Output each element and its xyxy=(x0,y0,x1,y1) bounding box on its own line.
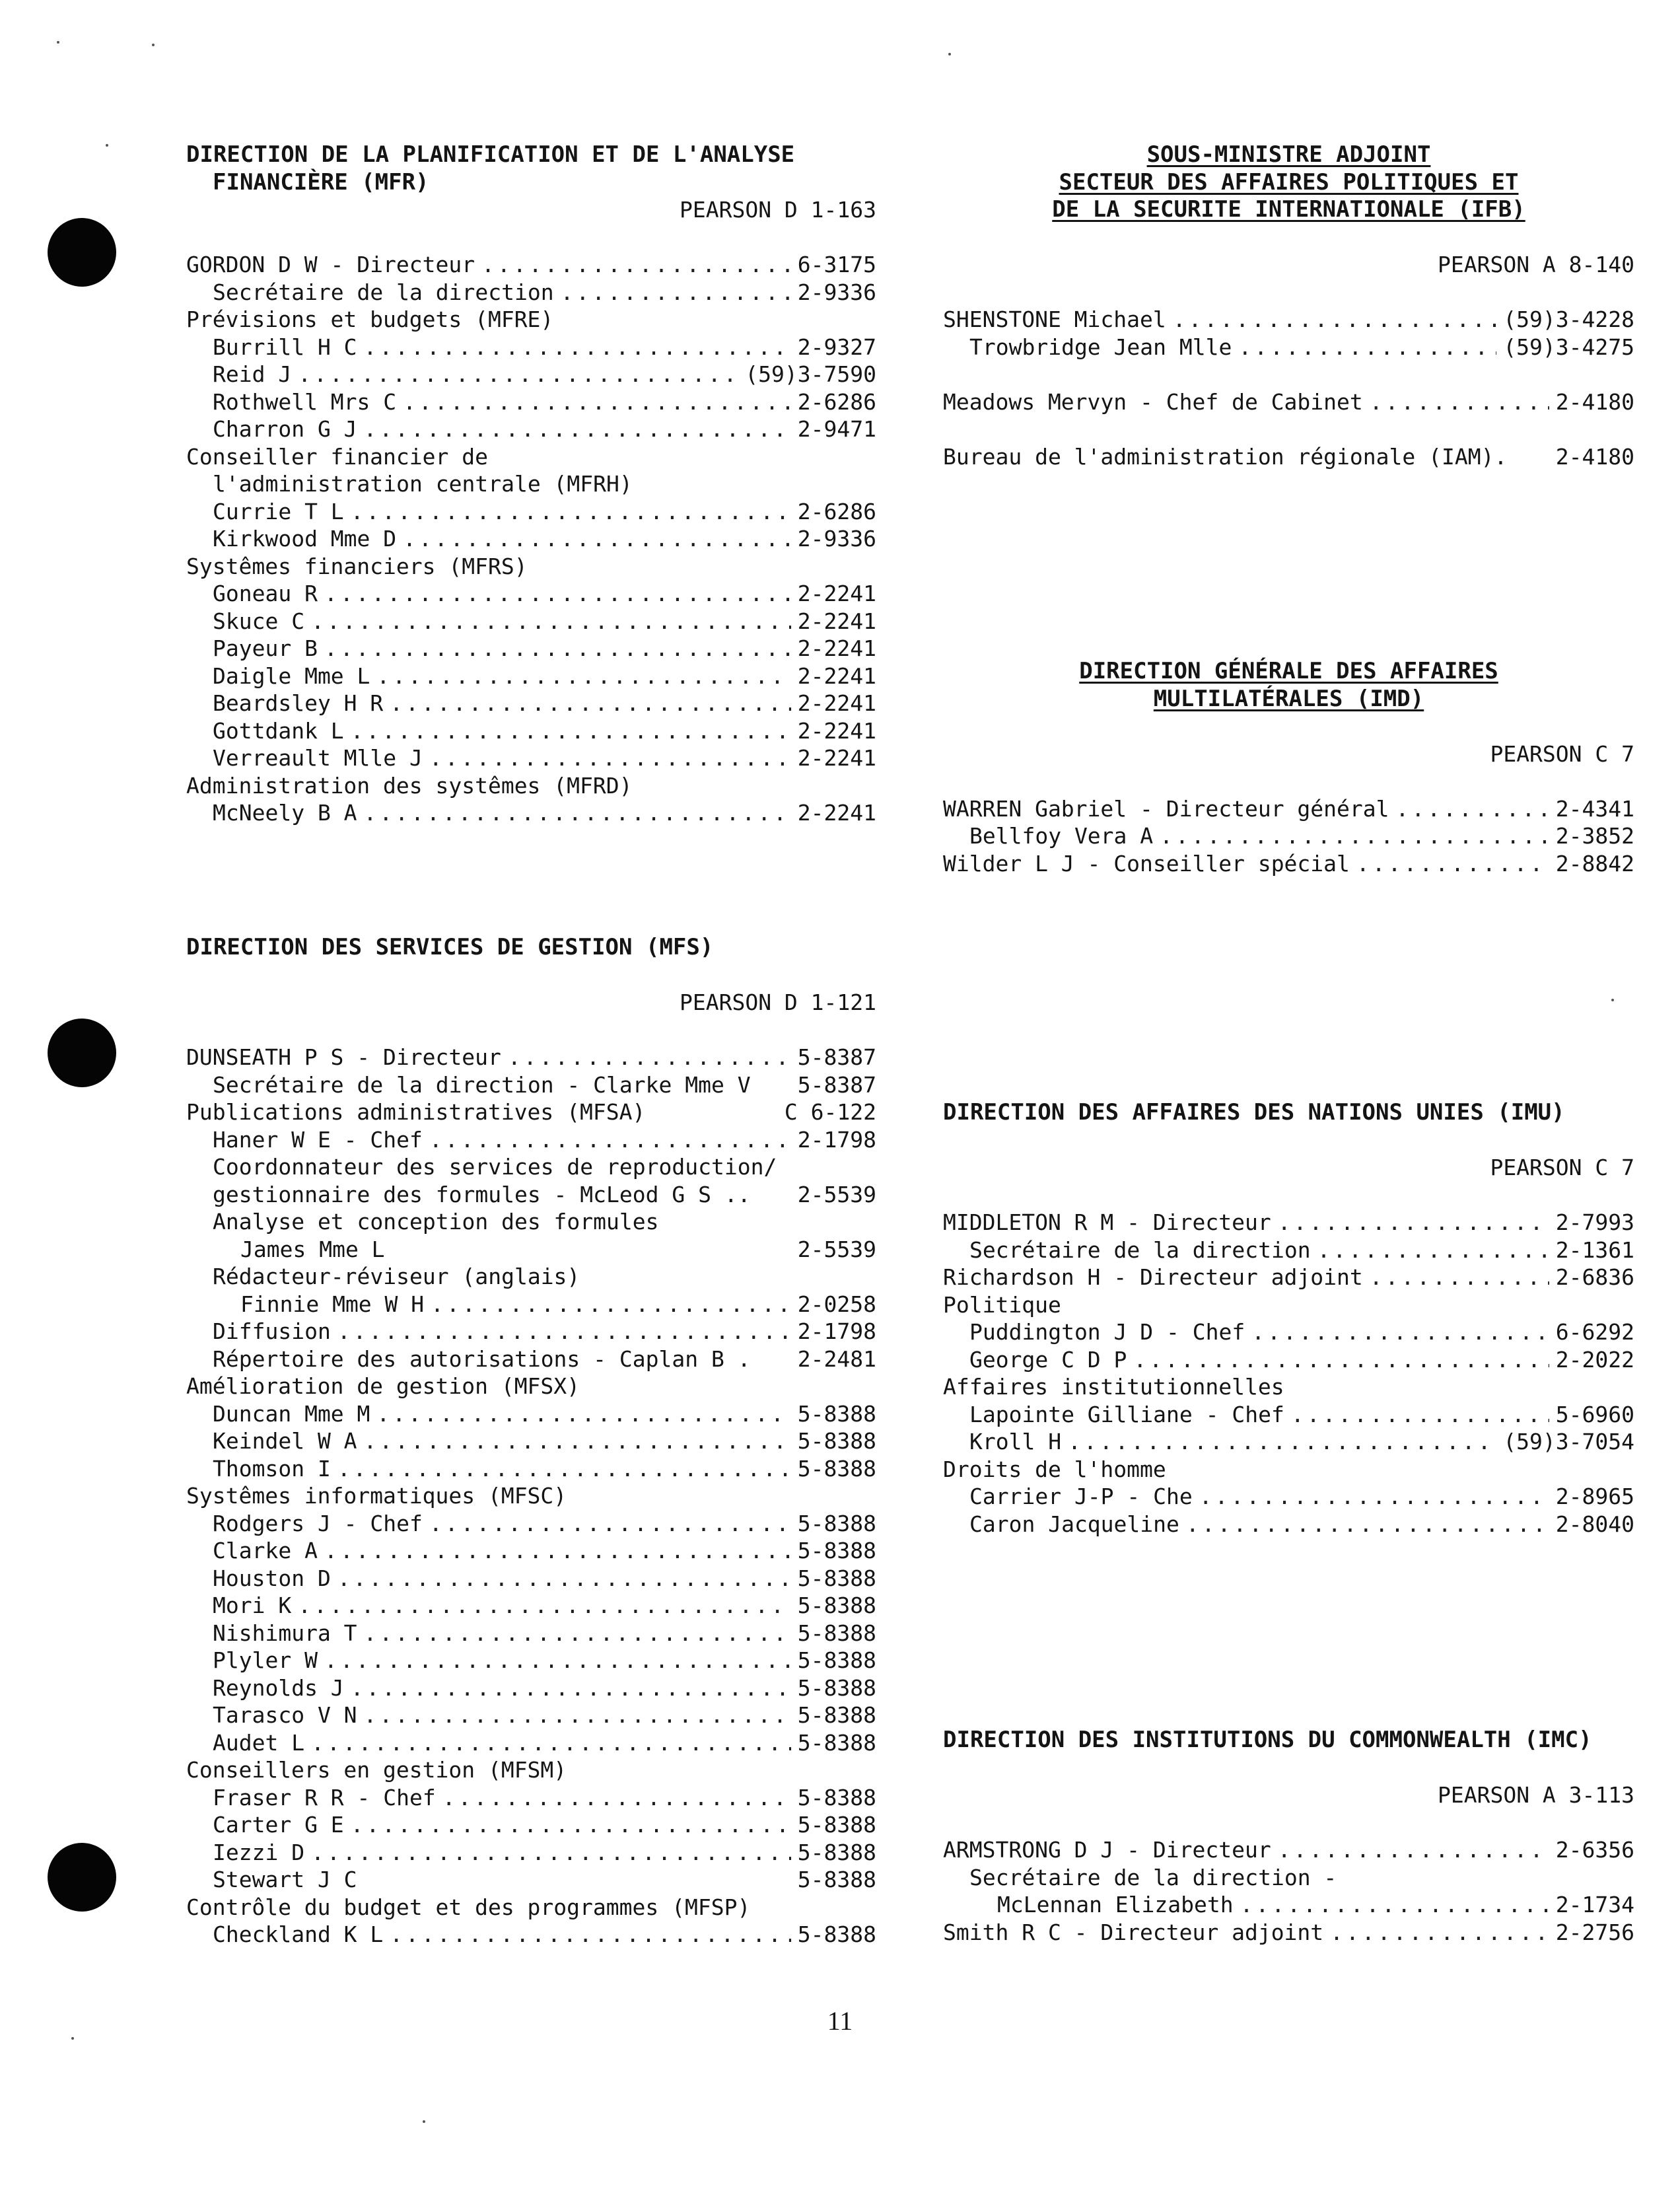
directory-entry xyxy=(186,1921,876,1949)
phone-extension: 2-6356 xyxy=(1555,1837,1634,1863)
dot-leader xyxy=(1370,388,1549,416)
entry-name: Charron G J xyxy=(213,416,357,442)
section-title xyxy=(943,169,1634,197)
phone-extension: 2-2481 xyxy=(797,1345,876,1372)
entry-name: Wilder L J - Conseiller spécial xyxy=(943,850,1350,877)
phone-extension: 2-2241 xyxy=(797,608,876,634)
phone-extension: 2-2241 xyxy=(797,745,876,771)
dot-leader xyxy=(442,1784,791,1812)
scan-speck xyxy=(71,2037,74,2040)
dot-leader xyxy=(376,663,790,690)
phone-extension: 2-2241 xyxy=(797,635,876,661)
entry-name: Rothwell Mrs C xyxy=(213,388,397,415)
phone-extension: 5-8388 xyxy=(797,1784,876,1810)
phone-extension: 2-1798 xyxy=(797,1318,876,1344)
phone-extension: 2-1734 xyxy=(1555,1892,1634,1917)
dot-leader xyxy=(403,525,791,553)
directory-entry xyxy=(186,1537,876,1565)
entry-name: Reynolds J xyxy=(213,1674,344,1701)
phone-extension: 2-5539 xyxy=(797,1236,876,1262)
scan-speck xyxy=(948,53,951,55)
directory-entry xyxy=(186,1510,876,1538)
phone-extension: 2-3852 xyxy=(1555,823,1634,849)
subsection-heading: Prévisions et budgets (MFRE) xyxy=(186,306,554,332)
section-title-line: DE LA SECURITE INTERNATIONALE (IFB) xyxy=(1052,196,1525,223)
phone-extension: 2-9336 xyxy=(797,279,876,305)
dot-leader xyxy=(351,498,791,526)
directory-entry xyxy=(186,1565,876,1593)
dot-leader xyxy=(364,1620,791,1647)
dot-leader xyxy=(337,1455,791,1483)
entry-name: Currie T L xyxy=(213,498,344,524)
dot-leader xyxy=(324,580,791,608)
dot-leader xyxy=(1238,334,1496,361)
dot-leader xyxy=(1173,306,1497,334)
phone-extension: 2-5539 xyxy=(797,1181,876,1207)
entry-name: Secrétaire de la direction - Clarke Mme V xyxy=(213,1071,751,1098)
directory-entry xyxy=(186,361,876,388)
directory-entry xyxy=(186,690,876,717)
entry-name: Richardson H - Directeur adjoint xyxy=(943,1264,1363,1290)
entry-name: Thomson I xyxy=(213,1455,331,1482)
dot-leader xyxy=(429,744,791,772)
phone-extension: 5-8388 xyxy=(797,1867,876,1892)
entry-name: Audet L xyxy=(213,1729,305,1756)
office-location: PEARSON A 8-140 xyxy=(1437,252,1634,277)
phone-extension: 5-8388 xyxy=(797,1812,876,1838)
dot-leader xyxy=(1199,1483,1549,1511)
directory-entry xyxy=(186,334,876,361)
dot-leader xyxy=(311,1839,791,1867)
directory-entry xyxy=(186,1427,876,1455)
dot-leader xyxy=(298,1592,791,1620)
dot-leader xyxy=(1356,850,1549,878)
entry-name: Daigle Mme L xyxy=(213,663,370,689)
directory-entry xyxy=(943,1401,1634,1429)
section-title: DIRECTION DES AFFAIRES DES NATIONS UNIES (IMU) xyxy=(943,1099,1565,1126)
dot-leader xyxy=(364,334,791,361)
directory-entry xyxy=(186,1729,876,1757)
dot-leader xyxy=(364,1427,791,1455)
section-imu xyxy=(943,1099,1634,1538)
dot-leader xyxy=(337,1318,791,1345)
punch-hole xyxy=(48,1843,116,1912)
spacer-row xyxy=(943,415,1634,443)
directory-entry xyxy=(943,388,1634,416)
directory-entry xyxy=(186,388,876,416)
directory-entry xyxy=(186,1620,876,1647)
phone-extension: 2-8040 xyxy=(1555,1511,1634,1537)
entry-name: ARMSTRONG D J - Directeur xyxy=(943,1837,1271,1863)
dot-leader xyxy=(324,1537,791,1565)
directory-entry xyxy=(186,1400,876,1428)
phone-extension: 5-8388 xyxy=(797,1702,876,1728)
directory-list xyxy=(943,1836,1634,1946)
subsection-heading: Systêmes informatiques (MFSC) xyxy=(186,1483,567,1509)
directory-entry xyxy=(943,850,1634,878)
subsection-heading: Contrôle du budget et des programmes (MFSP) xyxy=(186,1894,751,1920)
section-ifb xyxy=(943,141,1634,470)
subsection-heading: Rédacteur-réviseur (anglais) xyxy=(213,1264,580,1289)
subsection-heading: Secrétaire de la direction - xyxy=(969,1864,1337,1890)
subsection-heading: Amélioration de gestion (MFSX) xyxy=(186,1373,580,1399)
entry-name: Plyler W xyxy=(213,1647,318,1673)
section-title-line: MULTILATÉRALES (IMD) xyxy=(1153,685,1424,712)
entry-name: Kirkwood Mme D xyxy=(213,526,397,552)
directory-entry xyxy=(186,1701,876,1729)
dot-leader xyxy=(1317,1236,1549,1264)
dot-leader xyxy=(1291,1401,1549,1429)
entry-name: Trowbridge Jean Mlle xyxy=(969,334,1232,360)
phone-extension: 5-8388 xyxy=(797,1538,876,1563)
directory-entry xyxy=(186,251,876,279)
directory-entry xyxy=(943,1836,1634,1864)
section-mfr xyxy=(186,141,876,827)
phone-extension: 2-7993 xyxy=(1555,1209,1634,1235)
directory-entry xyxy=(943,1236,1634,1264)
entry-name: Keindel W A xyxy=(213,1428,357,1454)
entry-name: Secrétaire de la direction xyxy=(969,1236,1311,1263)
office-location: PEARSON A 3-113 xyxy=(1437,1782,1634,1808)
subsection-heading: Droits de l'homme xyxy=(943,1456,1166,1482)
directory-entry xyxy=(186,608,876,635)
office-location: PEARSON D 1-121 xyxy=(679,989,876,1015)
directory-entry xyxy=(943,822,1634,850)
dot-leader xyxy=(364,1701,791,1729)
section-title: DIRECTION DES INSTITUTIONS DU COMMONWEALTH (IMC) xyxy=(943,1727,1592,1753)
directory-entry xyxy=(186,1291,876,1318)
phone-extension: 6-6292 xyxy=(1555,1319,1634,1345)
dot-leader xyxy=(1133,1346,1549,1374)
directory-entry xyxy=(186,635,876,663)
phone-extension: 5-8388 xyxy=(797,1921,876,1947)
phone-extension: 5-8387 xyxy=(797,1071,876,1098)
entry-name: DUNSEATH P S - Directeur xyxy=(186,1044,501,1070)
directory-list xyxy=(943,795,1634,878)
office-location: PEARSON C 7 xyxy=(1490,1155,1634,1180)
subsection-heading: Administration des systêmes (MFRD) xyxy=(186,772,633,799)
phone-extension: 2-4180 xyxy=(1555,443,1634,470)
phone-extension: 2-1798 xyxy=(797,1126,876,1153)
entry-name: Burrill H C xyxy=(213,334,357,360)
phone-extension: 2-6286 xyxy=(797,388,876,415)
directory-list xyxy=(186,1044,876,1949)
dot-leader xyxy=(1278,1209,1549,1236)
directory-entry xyxy=(186,498,876,526)
entry-name: Goneau R xyxy=(213,581,318,606)
phone-extension: 2-9471 xyxy=(797,416,876,442)
phone-extension: 2-2241 xyxy=(797,690,876,716)
dot-leader xyxy=(351,1674,791,1702)
entry-name: Répertoire des autorisations - Caplan B . xyxy=(213,1345,751,1372)
entry-name: Payeur B xyxy=(213,635,318,661)
phone-extension: 2-2022 xyxy=(1555,1346,1634,1373)
directory-entry xyxy=(943,1483,1634,1511)
entry-name: McLennan Elizabeth xyxy=(997,1892,1234,1917)
directory-entry xyxy=(186,663,876,690)
office-location: PEARSON D 1-163 xyxy=(679,197,876,223)
dot-leader xyxy=(1396,795,1549,823)
dot-leader xyxy=(311,608,791,635)
phone-extension: 5-8388 xyxy=(797,1647,876,1673)
directory-entry xyxy=(186,717,876,745)
phone-extension: 2-9336 xyxy=(797,526,876,552)
dot-leader xyxy=(324,635,791,663)
directory-entry xyxy=(186,415,876,443)
phone-extension: 2-2241 xyxy=(797,581,876,606)
phone-extension: 5-8388 xyxy=(797,1455,876,1482)
phone-extension: 5-8388 xyxy=(797,1510,876,1536)
phone-extension: C 6-122 xyxy=(784,1099,876,1125)
directory-entry xyxy=(186,279,876,306)
phone-extension: (59)3-4228 xyxy=(1503,306,1634,332)
phone-extension: (59)3-4275 xyxy=(1503,334,1634,360)
phone-extension: 5-8388 xyxy=(797,1400,876,1427)
dot-leader xyxy=(508,1044,791,1071)
entry-name: Lapointe Gilliane - Chef xyxy=(969,1401,1284,1427)
office-location: PEARSON C 7 xyxy=(1490,740,1634,767)
directory-entry xyxy=(943,1318,1634,1346)
spacer-row xyxy=(943,361,1634,388)
entry-name: Publications administratives (MFSA) xyxy=(186,1099,646,1125)
dot-leader xyxy=(1278,1836,1549,1864)
directory-entry xyxy=(186,1126,876,1154)
dot-leader xyxy=(351,717,791,745)
entry-name: GORDON D W - Directeur xyxy=(186,252,475,277)
phone-extension: 2-4180 xyxy=(1555,388,1634,415)
dot-leader xyxy=(1370,1264,1549,1291)
directory-entry xyxy=(186,1044,876,1071)
dot-leader xyxy=(390,690,791,717)
entry-name: Verreault Mlle J xyxy=(213,745,423,771)
directory-entry xyxy=(943,795,1634,823)
entry-name: Clarke A xyxy=(213,1538,318,1563)
section-title xyxy=(943,658,1634,686)
entry-name: Finnie Mme W H xyxy=(240,1291,425,1317)
entry-name: Checkland K L xyxy=(213,1921,384,1947)
dot-leader xyxy=(1068,1428,1496,1456)
directory-entry xyxy=(186,1345,876,1373)
phone-extension: 2-2241 xyxy=(797,717,876,744)
entry-name: SHENSTONE Michael xyxy=(943,306,1166,332)
phone-extension: (59)3-7590 xyxy=(745,361,876,387)
dot-leader xyxy=(376,1400,790,1428)
subsection-heading: l'administration centrale (MFRH) xyxy=(213,471,633,497)
entry-name: Carter G E xyxy=(213,1812,344,1838)
directory-entry xyxy=(943,1919,1634,1947)
entry-name: Carrier J-P - Che xyxy=(969,1484,1193,1509)
directory-entry xyxy=(943,1891,1634,1919)
dot-leader xyxy=(364,415,791,443)
directory-entry xyxy=(186,1866,876,1894)
dot-leader xyxy=(403,388,791,416)
directory-entry xyxy=(186,1071,876,1099)
entry-name: Fraser R R - Chef xyxy=(213,1784,436,1810)
scan-speck xyxy=(57,41,59,44)
entry-name: Tarasco V N xyxy=(213,1702,357,1728)
entry-name: gestionnaire des formules - McLeod G S .. xyxy=(213,1181,751,1207)
section-title xyxy=(943,686,1634,713)
phone-extension: (59)3-7054 xyxy=(1503,1429,1634,1454)
phone-extension: 5-8388 xyxy=(797,1839,876,1865)
dot-leader xyxy=(390,1921,791,1949)
phone-extension: 5-8388 xyxy=(797,1674,876,1701)
entry-name: Iezzi D xyxy=(213,1839,305,1865)
section-title-line: SECTEUR DES AFFAIRES POLITIQUES ET xyxy=(1059,168,1519,196)
punch-hole xyxy=(48,1019,116,1087)
directory-entry xyxy=(943,334,1634,361)
entry-name: Caron Jacqueline xyxy=(969,1511,1179,1537)
phone-extension: 2-8965 xyxy=(1555,1484,1634,1509)
entry-name: Nishimura T xyxy=(213,1620,357,1646)
directory-entry xyxy=(943,306,1634,334)
scan-speck xyxy=(152,44,155,46)
section-imc xyxy=(943,1727,1634,1946)
dot-leader xyxy=(337,1565,791,1593)
phone-extension: 2-6286 xyxy=(797,498,876,524)
dot-leader xyxy=(298,361,738,388)
subsection-heading: Systêmes financiers (MFRS) xyxy=(186,553,528,579)
entry-name: Haner W E - Chef xyxy=(213,1126,423,1153)
directory-entry xyxy=(186,799,876,827)
phone-extension: 2-6836 xyxy=(1555,1264,1634,1290)
punch-hole xyxy=(48,218,116,287)
entry-name: Meadows Mervyn - Chef de Cabinet xyxy=(943,388,1363,415)
subsection-heading: Affaires institutionnelles xyxy=(943,1374,1284,1400)
entry-name: Houston D xyxy=(213,1565,331,1591)
section-title xyxy=(943,196,1634,224)
directory-entry xyxy=(943,1346,1634,1374)
entry-name: Stewart J C xyxy=(213,1867,357,1892)
phone-extension: 5-8387 xyxy=(797,1044,876,1070)
scan-speck xyxy=(423,2120,425,2123)
directory-list xyxy=(186,251,876,827)
section-title xyxy=(943,141,1634,169)
entry-name: Diffusion xyxy=(213,1318,331,1344)
directory-list xyxy=(943,1209,1634,1538)
dot-leader xyxy=(364,799,791,827)
directory-entry xyxy=(186,1839,876,1867)
subsection-heading: Conseillers en gestion (MFSM) xyxy=(186,1757,567,1783)
section-mfs xyxy=(186,934,876,1949)
phone-extension: 2-8842 xyxy=(1555,850,1634,877)
subsection-heading: Analyse et conception des formules xyxy=(213,1209,659,1235)
phone-extension: 5-8388 xyxy=(797,1593,876,1618)
directory-entry xyxy=(943,1209,1634,1236)
phone-extension: 2-1361 xyxy=(1555,1236,1634,1263)
entry-name: Beardsley H R xyxy=(213,690,384,716)
phone-extension: 2-2756 xyxy=(1555,1919,1634,1945)
directory-entry xyxy=(186,1811,876,1839)
dot-leader xyxy=(429,1510,791,1538)
directory-entry xyxy=(943,1511,1634,1538)
directory-entry xyxy=(186,580,876,608)
phone-extension: 2-4341 xyxy=(1555,795,1634,822)
directory-entry xyxy=(186,1318,876,1345)
entry-name: Secrétaire de la direction xyxy=(213,279,554,305)
dot-leader xyxy=(481,251,791,279)
phone-extension: 5-8388 xyxy=(797,1729,876,1756)
dot-leader xyxy=(1251,1318,1549,1346)
entry-name: Kroll H xyxy=(969,1429,1062,1454)
phone-extension: 6-3175 xyxy=(797,252,876,277)
directory-entry xyxy=(186,1236,876,1264)
phone-extension: 2-9327 xyxy=(797,334,876,360)
directory-entry xyxy=(186,1455,876,1483)
page-number: 11 xyxy=(827,2006,853,2036)
directory-entry xyxy=(186,1181,876,1209)
entry-name: MIDDLETON R M - Directeur xyxy=(943,1209,1271,1235)
entry-name: Mori K xyxy=(213,1593,292,1618)
directory-entry xyxy=(186,744,876,772)
entry-name: Gottdank L xyxy=(213,717,344,744)
section-title-line: SOUS-MINISTRE ADJOINT xyxy=(1146,141,1431,168)
entry-name: James Mme L xyxy=(240,1236,385,1262)
entry-name: Bellfoy Vera A xyxy=(969,823,1154,849)
phone-extension: 2-2241 xyxy=(797,800,876,826)
dot-leader xyxy=(431,1291,791,1318)
dot-leader xyxy=(1330,1919,1549,1947)
subsection-heading: Politique xyxy=(943,1291,1061,1318)
directory-entry xyxy=(186,1647,876,1674)
directory-entry xyxy=(186,1592,876,1620)
dot-leader xyxy=(1160,822,1549,850)
entry-name: Rodgers J - Chef xyxy=(213,1510,423,1536)
dot-leader xyxy=(324,1647,791,1674)
entry-name: WARREN Gabriel - Directeur général xyxy=(943,795,1389,822)
entry-name: Duncan Mme M xyxy=(213,1400,370,1427)
entry-name: McNeely B A xyxy=(213,800,357,826)
phone-extension: 2-2241 xyxy=(797,663,876,689)
dot-leader xyxy=(1240,1891,1549,1919)
phone-extension: 5-6960 xyxy=(1555,1401,1634,1427)
phone-extension: 5-8388 xyxy=(797,1565,876,1591)
phone-extension: 2-0258 xyxy=(797,1291,876,1317)
directory-entry xyxy=(186,1098,876,1126)
scan-speck xyxy=(1611,999,1614,1001)
entry-name: Puddington J D - Chef xyxy=(969,1319,1245,1345)
directory-entry xyxy=(943,1264,1634,1291)
dot-leader xyxy=(311,1729,791,1757)
dot-leader xyxy=(429,1126,791,1154)
entry-name: Bureau de l'administration régionale (IAM). xyxy=(943,443,1508,470)
phone-extension: 5-8388 xyxy=(797,1428,876,1454)
section-title-line: DIRECTION GÉNÉRALE DES AFFAIRES xyxy=(1079,658,1498,684)
entry-name: Reid J xyxy=(213,361,292,387)
directory-entry xyxy=(943,1428,1634,1456)
directory-entry xyxy=(186,525,876,553)
directory-entry xyxy=(186,1784,876,1812)
dot-leader xyxy=(561,279,791,306)
directory-entry xyxy=(943,443,1634,471)
section-title-continued: FINANCIÈRE (MFR) xyxy=(213,168,429,196)
dot-leader xyxy=(1186,1511,1549,1538)
section-title: DIRECTION DE LA PLANIFICATION ET DE L'ANALYSE xyxy=(186,141,795,168)
phone-extension: 5-8388 xyxy=(797,1620,876,1646)
entry-name: Smith R C - Directeur adjoint xyxy=(943,1919,1324,1945)
section-title: DIRECTION DES SERVICES DE GESTION (MFS) xyxy=(186,934,714,960)
dot-leader xyxy=(351,1811,791,1839)
directory-entry xyxy=(186,1674,876,1702)
entry-name: Skuce C xyxy=(213,608,305,634)
entry-name: George C D P xyxy=(969,1346,1127,1373)
section-imd xyxy=(943,658,1634,877)
subsection-heading: Conseiller financier de xyxy=(186,443,488,470)
scan-speck xyxy=(106,144,108,147)
subsection-heading: Coordonnateur des services de reproduction/ xyxy=(213,1154,777,1180)
directory-list xyxy=(943,306,1634,470)
